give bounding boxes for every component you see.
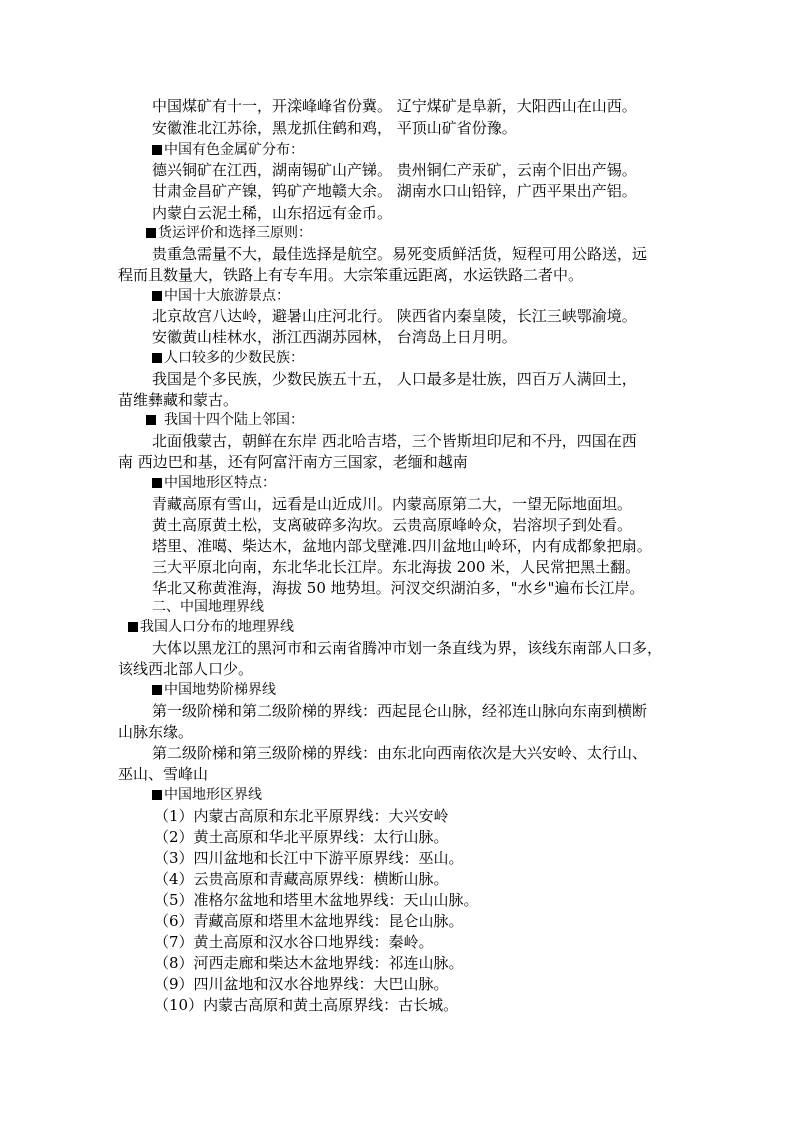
section-heading: 人口较多的少数民族： (152, 348, 304, 368)
text-line: 北面俄蒙古，朝鲜在东岸 西北哈吉塔，三个皆斯坦印尼和不丹，四国在西 (152, 432, 637, 450)
text-line: 三大平原北向南，东北华北长江岸。东北海拔 200 米，人民常把黑土翻。 (152, 558, 641, 576)
text-line: 内蒙白云泥土稀，山东招远有金币。 (152, 204, 393, 222)
text-line: 我国是个多民族，少数民族五十五， 人口最多是壮族，四百万人满回土， (152, 370, 637, 388)
square-bullet-icon (152, 478, 162, 488)
square-bullet-icon (146, 228, 156, 238)
square-bullet-icon (152, 291, 162, 301)
text-line: 贵重急需量不大，最佳选择是航空。易死变质鲜活货，短程可用公路送，远 (152, 245, 648, 263)
text-line: 安徽黄山桂林水，浙江西湖苏园林， 台湾岛上日月明。 (152, 328, 517, 346)
list-item: （6）青藏高原和塔里木盆地界线：昆仑山脉。 (154, 912, 464, 930)
section-heading: 我国十四个陆上邻国： (146, 410, 304, 430)
square-bullet-icon (152, 353, 162, 363)
text-line: 华北又称黄淮海，海拔 50 地势坦。河汊交织湖泊多，"水乡"遍布长江岸。 (152, 579, 645, 597)
text-line: 中国煤矿有十一，开滦峰峰省份冀。 辽宁煤矿是阜新，大阳西山在山西。 (152, 97, 637, 115)
list-item: （10）内蒙古高原和黄土高原界线：古长城。 (154, 996, 459, 1014)
text-line: 甘肃金昌矿产镍，钨矿产地赣大余。 湖南水口山铅锌，广西平果出产铝。 (152, 182, 637, 200)
list-item: （5）准格尔盆地和塔里木盆地界线：天山山脉。 (154, 891, 479, 909)
text-line: 苗维彝藏和蒙古。 (118, 391, 239, 409)
text-line: 安徽淮北江苏徐，黑龙抓住鹤和鸡， 平顶山矿省份豫。 (152, 119, 517, 137)
text-line: 南 西边巴和基，还有阿富汗南方三国家，老缅和越南 (118, 453, 468, 471)
square-bullet-icon (146, 415, 156, 425)
list-item: （9）四川盆地和汉水谷地界线：大巴山脉。 (154, 975, 449, 993)
section-heading: 中国有色金属矿分布： (152, 140, 304, 160)
section-heading: 我国人口分布的地理界线 (128, 617, 294, 637)
list-item: （4）云贵高原和青藏高原界线：横断山脉。 (154, 870, 449, 888)
text-line: 巫山、雪峰山 (118, 765, 209, 783)
square-bullet-icon (152, 145, 162, 155)
text-line: 黄土高原黄土松，支离破碎多沟坎。云贵高原峰岭众，岩溶坝子到处看。 (152, 516, 633, 534)
list-item: （8）河西走廊和柴达木盆地界线：祁连山脉。 (154, 954, 464, 972)
list-item: （1）内蒙古高原和东北平原界线：大兴安岭 (154, 807, 449, 825)
text-line: 该线西北部人口少。 (118, 660, 254, 678)
section-heading: 中国地势阶梯界线 (152, 680, 276, 700)
section-heading: 中国地形区界线 (152, 785, 262, 805)
text-line: 第二级阶梯和第三级阶梯的界线：由东北向西南依次是大兴安岭、太行山、 (152, 744, 648, 762)
text-line: 德兴铜矿在江西，湖南锡矿山产锑。 贵州铜仁产汞矿，云南个旧出产锡。 (152, 161, 637, 179)
list-item: （2）黄土高原和华北平原界线：太行山脉。 (154, 828, 449, 846)
text-line: 山脉东缘。 (118, 723, 194, 741)
list-item: （7）黄土高原和汉水谷口地界线：秦岭。 (154, 933, 434, 951)
text-line: 第一级阶梯和第二级阶梯的界线：西起昆仑山脉，经祁连山脉向东南到横断 (152, 702, 648, 720)
square-bullet-icon (128, 622, 138, 632)
section-title: 二、中国地理界线 (152, 599, 264, 615)
section-heading: 中国十大旅游景点： (152, 286, 290, 306)
text-line: 大体以黑龙江的黑河市和云南省腾冲市划一条直线为界，该线东南部人口多， (152, 639, 663, 657)
text-line: 青藏高原有雪山，远看是山近成川。内蒙高原第二大，一望无际地面坦。 (152, 495, 633, 513)
text-line: 程而且数量大，铁路上有专车用。大宗笨重远距离，水运铁路二者中。 (118, 266, 584, 284)
list-item: （3）四川盆地和长江中下游平原界线：巫山。 (154, 849, 464, 867)
square-bullet-icon (152, 685, 162, 695)
section-heading: 中国地形区特点： (152, 473, 276, 493)
square-bullet-icon (152, 790, 162, 800)
section-heading: 货运评价和选择三原则： (146, 223, 312, 243)
text-line: 北京故宫八达岭，避暑山庄河北行。 陕西省内秦皇陵，长江三峡鄂渝境。 (152, 307, 637, 325)
text-line: 塔里、准噶、柴达木，盆地内部戈壁滩.四川盆地山岭环，内有成都象把扇。 (152, 537, 652, 555)
